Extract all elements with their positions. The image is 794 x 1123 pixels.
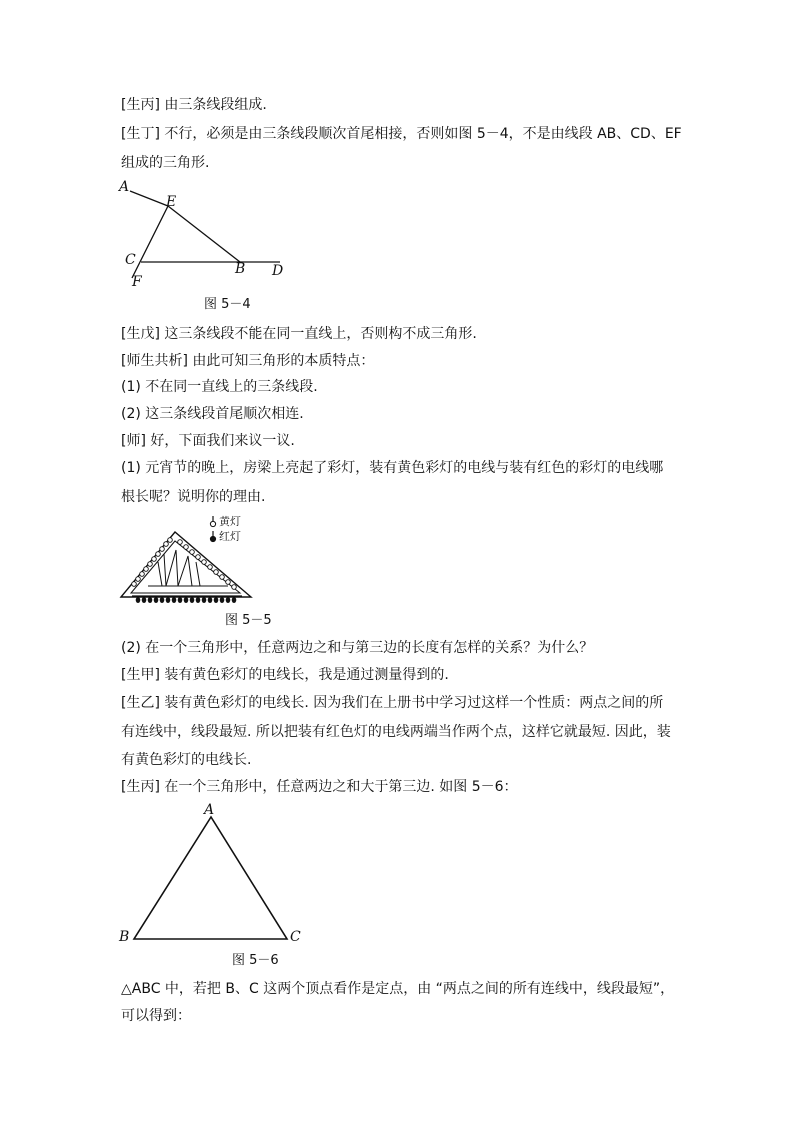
label-e: E (166, 194, 177, 210)
label-b: B (235, 261, 246, 277)
paragraph-5: (1) 不在同一直线上的三条线段. (121, 379, 318, 395)
paragraph-4: [师生共析] 由此可知三角形的本质特点： (121, 353, 375, 369)
caption-fig-5-4: 图 5－4 (204, 297, 251, 312)
red-light-string (136, 597, 237, 603)
paragraph-12: [生丙] 在一个三角形中，任意两边之和大于第三边. 如图 5－6： (121, 779, 518, 795)
paragraph-10: [生甲] 装有黄色彩灯的电线长，我是通过测量得到的. (121, 667, 449, 683)
paragraph-11b: 有连线中，线段最短. 所以把装有红色灯的电线两端当作两个点，这样它就最短. 因此，装 (121, 724, 671, 740)
label-b: B (119, 929, 130, 945)
triangle-abc (134, 817, 287, 939)
legend-yellow (210, 514, 241, 528)
label-f: F (132, 274, 142, 290)
paragraph-8a: (1) 元宵节的晚上，房梁上亮起了彩灯，装有黄色彩灯的电线与装有红色的彩灯的电线哪 (121, 460, 664, 476)
paragraph-1: [生丙] 由三条线段组成. (121, 97, 267, 113)
label-a: A (119, 179, 130, 195)
paragraph-3: [生戊] 这三条线段不能在同一直线上，否则构不成三角形. (121, 326, 477, 342)
label-c: C (290, 929, 301, 945)
segment-eb (168, 206, 240, 262)
label-d: D (272, 263, 284, 279)
paragraph-2a: [生丁] 不行，必须是由三条线段顺次首尾相接，否则如图 5－4，不是由线段 AB、CD、EF (121, 126, 682, 142)
legend-red-label: 红灯 (219, 530, 241, 543)
caption-fig-5-5: 图 5－5 (225, 613, 272, 628)
red-bulb-icon (210, 536, 215, 541)
caption-fig-5-6: 图 5－6 (232, 953, 279, 968)
legend-yellow-label: 黄灯 (219, 515, 241, 528)
label-a: A (204, 802, 215, 818)
figure-5-5 (118, 510, 258, 606)
figure-5-6 (115, 800, 310, 945)
paragraph-8b: 根长呢？说明你的理由. (121, 489, 266, 505)
yellow-bulb-icon (210, 521, 215, 526)
paragraph-11a: [生乙] 装有黄色彩灯的电线长. 因为我们在上册书中学习过这样一个性质：两点之间的所 (121, 695, 664, 711)
paragraph-7: [师] 好，下面我们来议一议. (121, 433, 295, 449)
paragraph-2b: 组成的三角形. (121, 155, 210, 171)
paragraph-6: (2) 这三条线段首尾顺次相连. (121, 406, 304, 422)
yellow-light-string (132, 538, 237, 590)
label-c: C (125, 252, 136, 268)
paragraph-9: (2) 在一个三角形中，任意两边之和与第三边的长度有怎样的关系？为什么？ (121, 640, 594, 656)
legend-red (210, 529, 241, 543)
paragraph-13a: △ABC 中，若把 B、C 这两个顶点看作是定点，由 “两点之间的所有连线中，线段最短”， (121, 981, 675, 997)
figure-5-4 (115, 178, 295, 293)
paragraph-11c: 有黄色彩灯的电线长. (121, 752, 252, 768)
segment-ef (132, 206, 168, 278)
segment-ae (130, 191, 168, 206)
paragraph-13b: 可以得到： (121, 1008, 191, 1024)
